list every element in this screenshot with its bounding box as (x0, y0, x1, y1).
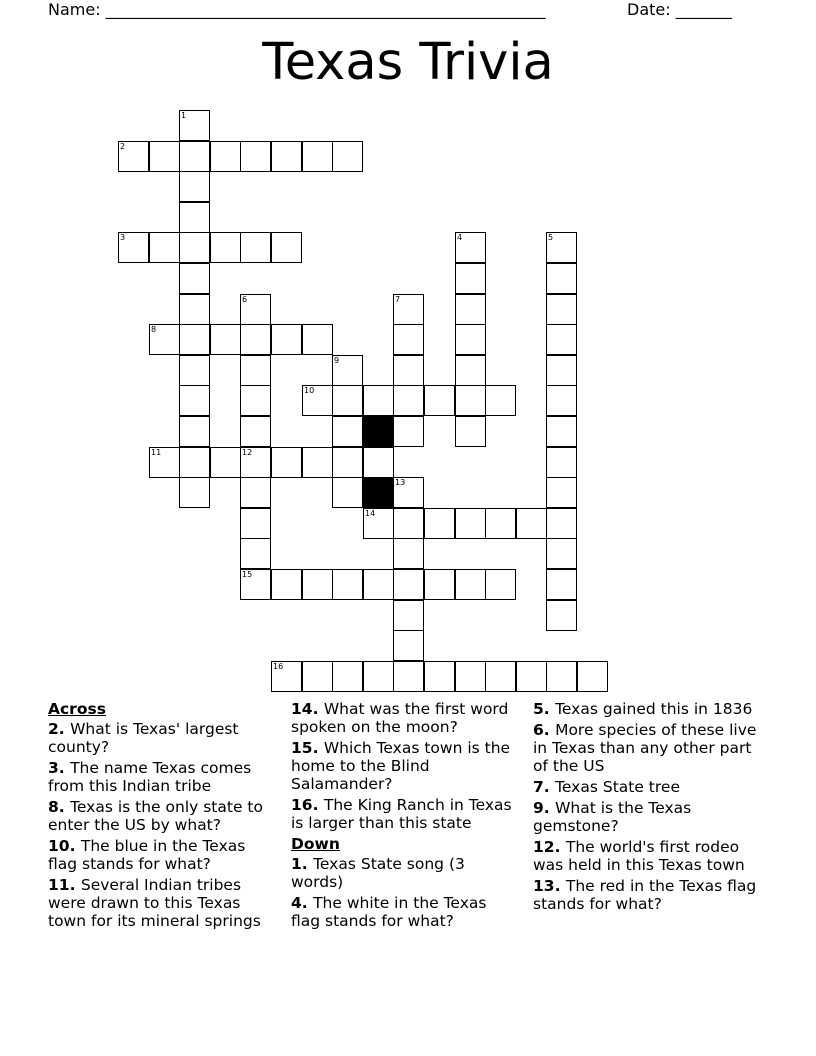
crossword-cell[interactable] (179, 263, 210, 294)
clue-number: 14 (365, 509, 376, 518)
clue-number: 10 (304, 386, 315, 395)
clue-item-text: Several Indian tribes were drawn to this Texas town for its mineral springs (48, 876, 261, 930)
crossword-cell[interactable] (455, 355, 486, 386)
crossword-cell[interactable] (546, 447, 577, 478)
crossword-cell[interactable] (393, 355, 424, 386)
crossword-cell[interactable] (179, 416, 210, 447)
crossword-cell[interactable] (455, 508, 486, 539)
clue-item (533, 877, 768, 913)
crossword-cell[interactable] (179, 447, 210, 478)
clue-item-number: 9. (533, 799, 556, 817)
crossword-cell[interactable] (179, 385, 210, 416)
crossword-cell[interactable] (149, 141, 180, 172)
crossword-cell[interactable] (393, 324, 424, 355)
clue-item-number: 12. (533, 838, 566, 856)
crossword-cell[interactable] (179, 110, 210, 141)
crossword-cell[interactable] (271, 447, 302, 478)
crossword-cell[interactable] (240, 538, 271, 569)
crossword-cell[interactable] (210, 141, 241, 172)
clue-number: 16 (273, 662, 284, 671)
crossword-cell[interactable] (393, 661, 424, 692)
crossword-cell[interactable] (455, 385, 486, 416)
crossword-cell[interactable] (179, 324, 210, 355)
clue-item (291, 700, 516, 736)
crossword-cell[interactable] (363, 508, 394, 539)
crossword-cell[interactable] (210, 232, 241, 263)
crossword-cell[interactable] (455, 324, 486, 355)
crossword-cell[interactable] (332, 416, 363, 447)
crossword-cell[interactable] (332, 661, 363, 692)
crossword-cell[interactable] (363, 569, 394, 600)
clue-item-number: 7. (533, 778, 556, 796)
crossword-cell[interactable] (240, 385, 271, 416)
crossword-cell[interactable] (332, 355, 363, 386)
clue-item-number: 2. (48, 720, 71, 738)
clue-item-text: The King Ranch in Texas is larger than this state (291, 796, 512, 832)
crossword-cell[interactable] (363, 447, 394, 478)
clue-item-number: 4. (291, 894, 314, 912)
crossword-cell[interactable] (546, 661, 577, 692)
crossword-cell[interactable] (210, 447, 241, 478)
crossword-cell[interactable] (546, 538, 577, 569)
crossword-cell[interactable] (363, 661, 394, 692)
crossword-cell[interactable] (302, 569, 333, 600)
clue-number: 5 (548, 233, 554, 242)
crossword-cell[interactable] (516, 508, 547, 539)
clue-item-text: What is Texas' largest county? (48, 720, 239, 756)
crossword-cell[interactable] (302, 324, 333, 355)
clue-number: 8 (151, 325, 157, 334)
crossword-cell[interactable] (240, 416, 271, 447)
clue-item-text: The white in the Texas flag stands for what? (291, 894, 487, 930)
crossword-cell[interactable] (271, 141, 302, 172)
crossword-cell[interactable] (485, 508, 516, 539)
clue-item-text: Texas gained this in 1836 (555, 700, 753, 718)
clue-item-text: Texas State song (3 words) (291, 855, 465, 891)
clue-item (291, 739, 516, 793)
crossword-cell[interactable] (393, 569, 424, 600)
crossword-cell[interactable] (546, 355, 577, 386)
clue-item (48, 837, 278, 873)
crossword-cell[interactable] (546, 263, 577, 294)
crossword-cell[interactable] (424, 661, 455, 692)
page-title: Texas Trivia (262, 33, 554, 92)
crossword-cell[interactable] (546, 232, 577, 263)
crossword-cell[interactable] (240, 477, 271, 508)
clue-item-number: 15. (291, 739, 324, 757)
clue-item-number: 13. (533, 877, 566, 895)
clue-number: 13 (395, 478, 406, 487)
crossword-cell[interactable] (149, 447, 180, 478)
crossword-cell[interactable] (546, 294, 577, 325)
clue-item-number: 10. (48, 837, 81, 855)
crossword-cell[interactable] (271, 569, 302, 600)
black-square (363, 477, 394, 508)
clues-column-2 (291, 700, 516, 933)
crossword-cell[interactable] (363, 385, 394, 416)
crossword-cell[interactable] (179, 294, 210, 325)
crossword-cell[interactable] (179, 477, 210, 508)
crossword-cell[interactable] (546, 385, 577, 416)
crossword-cell[interactable] (149, 232, 180, 263)
clue-item-number: 5. (533, 700, 556, 718)
clue-item-text: Texas is the only state to enter the US by what? (48, 798, 263, 834)
crossword-cell[interactable] (393, 294, 424, 325)
date-field-label: Date: _______ (627, 0, 732, 19)
crossword-cell[interactable] (179, 355, 210, 386)
crossword-cell[interactable] (240, 508, 271, 539)
crossword-cell[interactable] (455, 294, 486, 325)
crossword-cell[interactable] (271, 232, 302, 263)
clue-item-text: The red in the Texas flag stands for what? (533, 877, 757, 913)
clue-item-number: 14. (291, 700, 324, 718)
clue-item-text: More species of these live in Texas than any other part of the US (533, 721, 757, 775)
clues-column-1 (48, 700, 278, 933)
crossword-cell[interactable] (179, 202, 210, 233)
clue-number: 12 (242, 448, 253, 457)
crossword-cell[interactable] (393, 508, 424, 539)
crossword-cell[interactable] (393, 538, 424, 569)
crossword-cell[interactable] (240, 569, 271, 600)
crossword-cell[interactable] (546, 477, 577, 508)
clue-item-number: 3. (48, 759, 71, 777)
crossword-cell[interactable] (546, 569, 577, 600)
clue-item (533, 700, 768, 718)
name-field-label: Name: _______________________________________________________ (48, 0, 546, 19)
crossword-cell[interactable] (302, 661, 333, 692)
crossword-cell[interactable] (546, 600, 577, 631)
crossword-cell[interactable] (240, 232, 271, 263)
clue-number: 9 (334, 356, 340, 365)
crossword-cell[interactable] (485, 661, 516, 692)
clue-number: 1 (181, 111, 187, 120)
crossword-cell[interactable] (393, 385, 424, 416)
crossword-cell[interactable] (302, 447, 333, 478)
crossword-cell[interactable] (332, 477, 363, 508)
crossword-cell[interactable] (577, 661, 608, 692)
crossword-cell[interactable] (210, 324, 241, 355)
crossword-cell[interactable] (240, 294, 271, 325)
crossword-cell[interactable] (455, 232, 486, 263)
crossword-cell[interactable] (332, 141, 363, 172)
crossword-cell[interactable] (516, 661, 547, 692)
clue-item-number: 1. (291, 855, 314, 873)
clue-number: 11 (151, 448, 162, 457)
crossword-cell[interactable] (118, 232, 149, 263)
clue-item (291, 855, 516, 891)
clue-item (291, 796, 516, 832)
clue-number: 15 (242, 570, 253, 579)
clue-number: 2 (120, 142, 126, 151)
crossword-cell[interactable] (424, 569, 455, 600)
clue-item (533, 838, 768, 874)
crossword-cell[interactable] (393, 477, 424, 508)
crossword-cell[interactable] (271, 324, 302, 355)
clue-item-number: 11. (48, 876, 81, 894)
crossword-cell[interactable] (271, 661, 302, 692)
clue-item (48, 876, 278, 930)
crossword-cell[interactable] (240, 447, 271, 478)
clue-item (48, 720, 278, 756)
crossword-cell[interactable] (546, 324, 577, 355)
clue-item-number: 8. (48, 798, 71, 816)
crossword-cell[interactable] (302, 141, 333, 172)
clue-item (48, 759, 278, 795)
clue-item (533, 799, 768, 835)
crossword-cell[interactable] (149, 324, 180, 355)
crossword-cell[interactable] (393, 630, 424, 661)
crossword-cell[interactable] (455, 416, 486, 447)
clue-item-text: What is the Texas gemstone? (533, 799, 692, 835)
clue-number: 3 (120, 233, 126, 242)
crossword-cell[interactable] (546, 508, 577, 539)
clue-item (291, 894, 516, 930)
clue-section-heading: Down (291, 835, 340, 853)
clue-number: 4 (457, 233, 463, 242)
clue-item-number: 16. (291, 796, 324, 814)
clue-item (533, 778, 768, 796)
crossword-cell[interactable] (393, 600, 424, 631)
clue-item-text: The blue in the Texas flag stands for what? (48, 837, 246, 873)
clues-column-3 (533, 700, 768, 916)
crossword-cell[interactable] (332, 447, 363, 478)
black-square (363, 416, 394, 447)
crossword-cell[interactable] (332, 385, 363, 416)
crossword-cell[interactable] (485, 385, 516, 416)
crossword-cell[interactable] (179, 171, 210, 202)
crossword-cell[interactable] (485, 569, 516, 600)
crossword-cell[interactable] (240, 141, 271, 172)
clue-item (48, 798, 278, 834)
crossword-cell[interactable] (393, 416, 424, 447)
clue-item-text: Which Texas town is the home to the Blind Salamander? (291, 739, 511, 793)
clue-item-text: What was the first word spoken on the moon? (291, 700, 509, 736)
crossword-cell[interactable] (546, 416, 577, 447)
crossword-cell[interactable] (179, 141, 210, 172)
crossword-cell[interactable] (424, 508, 455, 539)
crossword-cell[interactable] (240, 324, 271, 355)
clue-item-text: The name Texas comes from this Indian tribe (48, 759, 252, 795)
clue-item (533, 721, 768, 775)
crossword-cell[interactable] (118, 141, 149, 172)
crossword-cell[interactable] (455, 263, 486, 294)
crossword-cell[interactable] (179, 232, 210, 263)
crossword-cell[interactable] (455, 661, 486, 692)
clue-item-text: Texas State tree (555, 778, 680, 796)
clue-item-number: 6. (533, 721, 556, 739)
crossword-cell[interactable] (424, 385, 455, 416)
clue-number: 7 (395, 295, 401, 304)
crossword-cell[interactable] (455, 569, 486, 600)
clue-item-text: The world's first rodeo was held in this Texas town (533, 838, 745, 874)
clue-section-heading: Across (48, 700, 106, 718)
clue-number: 6 (242, 295, 248, 304)
crossword-cell[interactable] (302, 385, 333, 416)
crossword-cell[interactable] (332, 569, 363, 600)
crossword-cell[interactable] (240, 355, 271, 386)
